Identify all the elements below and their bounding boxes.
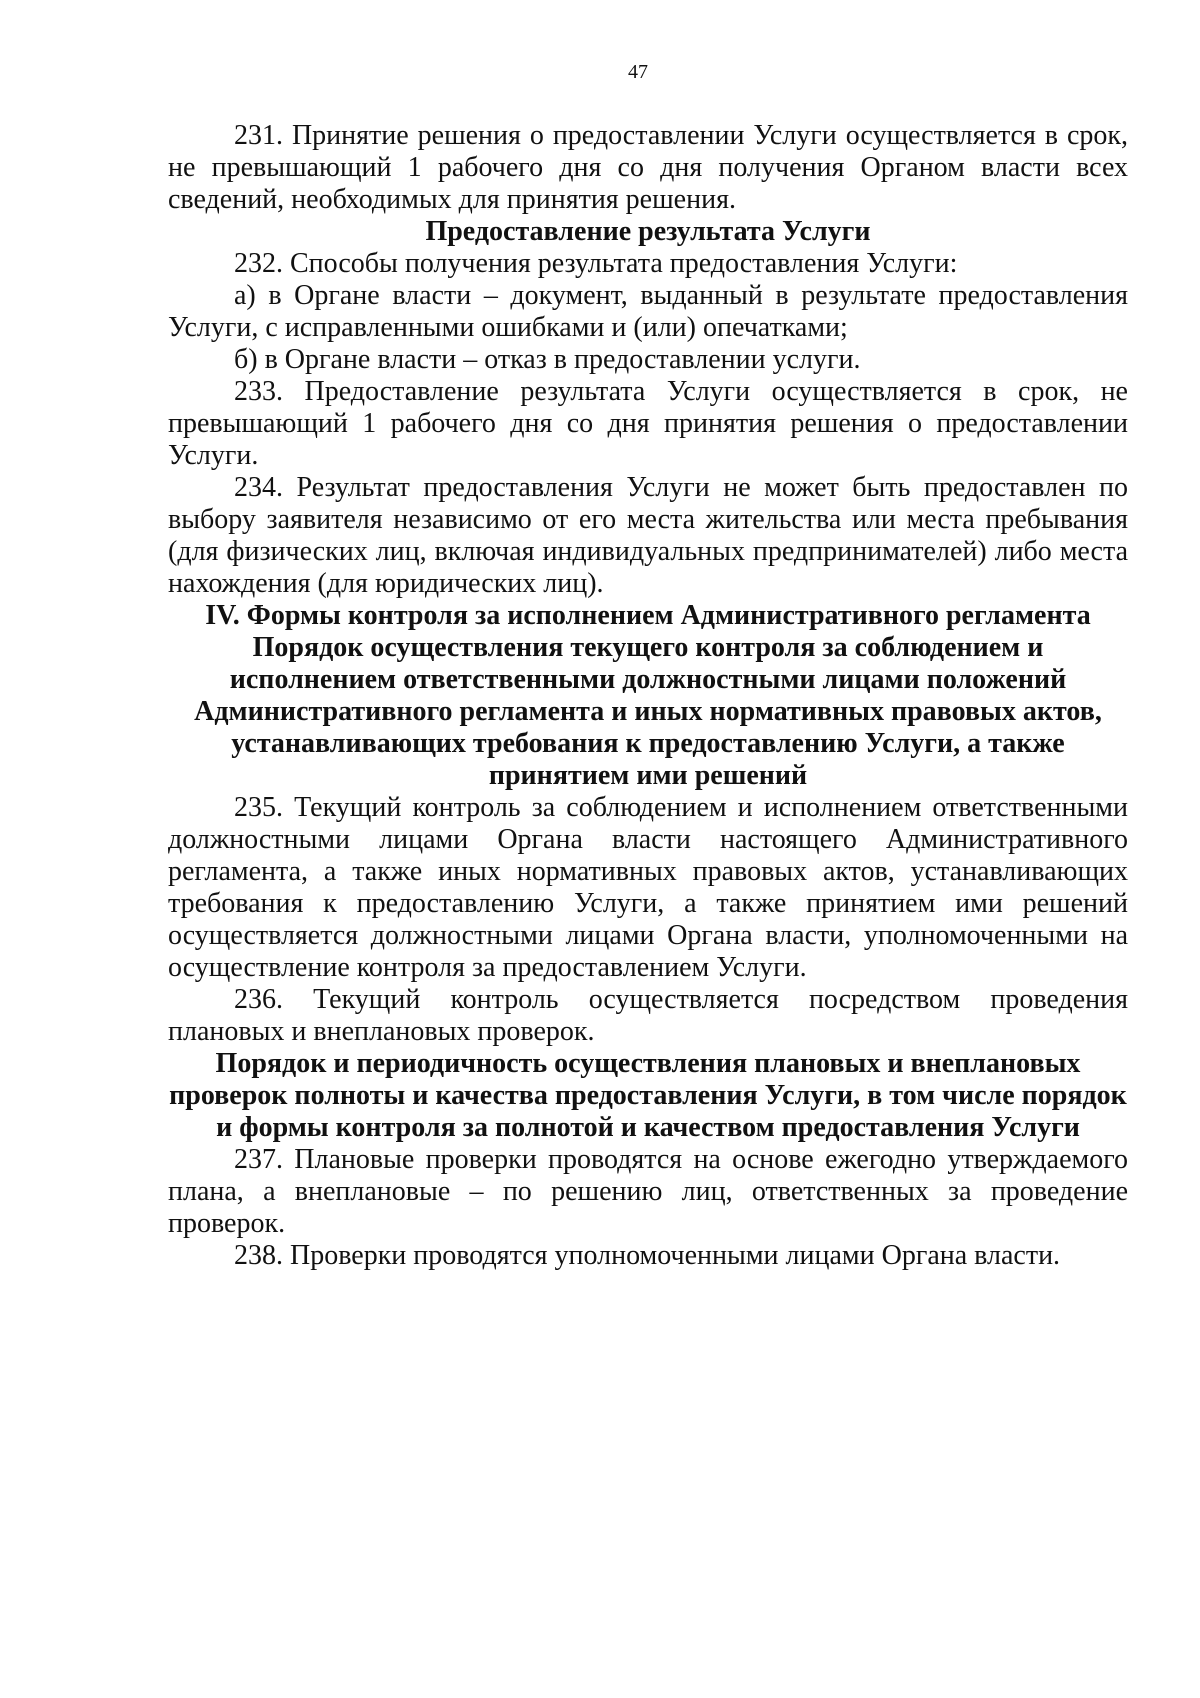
paragraph-234: 234. Результат предоставления Услуги не может быть предоставлен по выбору заявителя независимо от его места жительства или места пребывания (для физических лиц, включая индивидуальных предпринимателей) либо места нахождения (для юридических лиц).	[168, 472, 1128, 599]
paragraph-232: 232. Способы получения результата предоставления Услуги:	[234, 248, 958, 279]
paragraph-232-a: а) в Органе власти – документ, выданный в результате предоставления Услуги, с исправленными ошибками и (или) опечатками;	[168, 280, 1128, 343]
paragraph-238: 238. Проверки проводятся уполномоченными лицами Органа власти.	[234, 1240, 1061, 1271]
heading-section-iv: IV. Формы контроля за исполнением Административного регламента	[205, 600, 1091, 631]
document-page	[168, 60, 1128, 1272]
page-number: 47	[628, 61, 648, 83]
heading-result-provision: Предоставление результата Услуги	[425, 216, 871, 247]
paragraph-232-b: б) в Органе власти – отказ в предоставлении услуги.	[234, 344, 861, 375]
paragraph-231: 231. Принятие решения о предоставлении Услуги осуществляется в срок, не превышающий 1 рабочего дня со дня получения Органом власти всех сведений, необходимых для принятия решения.	[168, 120, 1128, 215]
heading-inspections: Порядок и периодичность осуществления плановых и внеплановых проверок полноты и качества предоставления Услуги, в том числе порядок и формы контроля за полнотой и качеством предоставления Услуги	[169, 1048, 1127, 1143]
heading-current-control: Порядок осуществления текущего контроля за соблюдением и исполнением ответственными должностными лицами положений Административного регламента и иных нормативных правовых актов, устанавливающих требования к предоставлению Услуги, а также принятием ими решений	[194, 632, 1102, 791]
paragraph-236: 236. Текущий контроль осуществляется посредством проведения плановых и внеплановых проверок.	[168, 984, 1128, 1047]
paragraph-237: 237. Плановые проверки проводятся на основе ежегодно утверждаемого плана, а внеплановые – по решению лиц, ответственных за проведение проверок.	[168, 1144, 1128, 1239]
paragraph-233: 233. Предоставление результата Услуги осуществляется в срок, не превышающий 1 рабочего дня со дня принятия решения о предоставлении Услуги.	[168, 376, 1128, 471]
paragraph-235: 235. Текущий контроль за соблюдением и исполнением ответственными должностными лицами Органа власти настоящего Административного регламента, а также иных нормативных правовых актов, устанавливающих требования к предоставлению Услуги, а также принятием ими решений осуществляется должностными лицами Органа власти, уполномоченными на осуществление контроля за предоставлением Услуги.	[168, 792, 1128, 983]
